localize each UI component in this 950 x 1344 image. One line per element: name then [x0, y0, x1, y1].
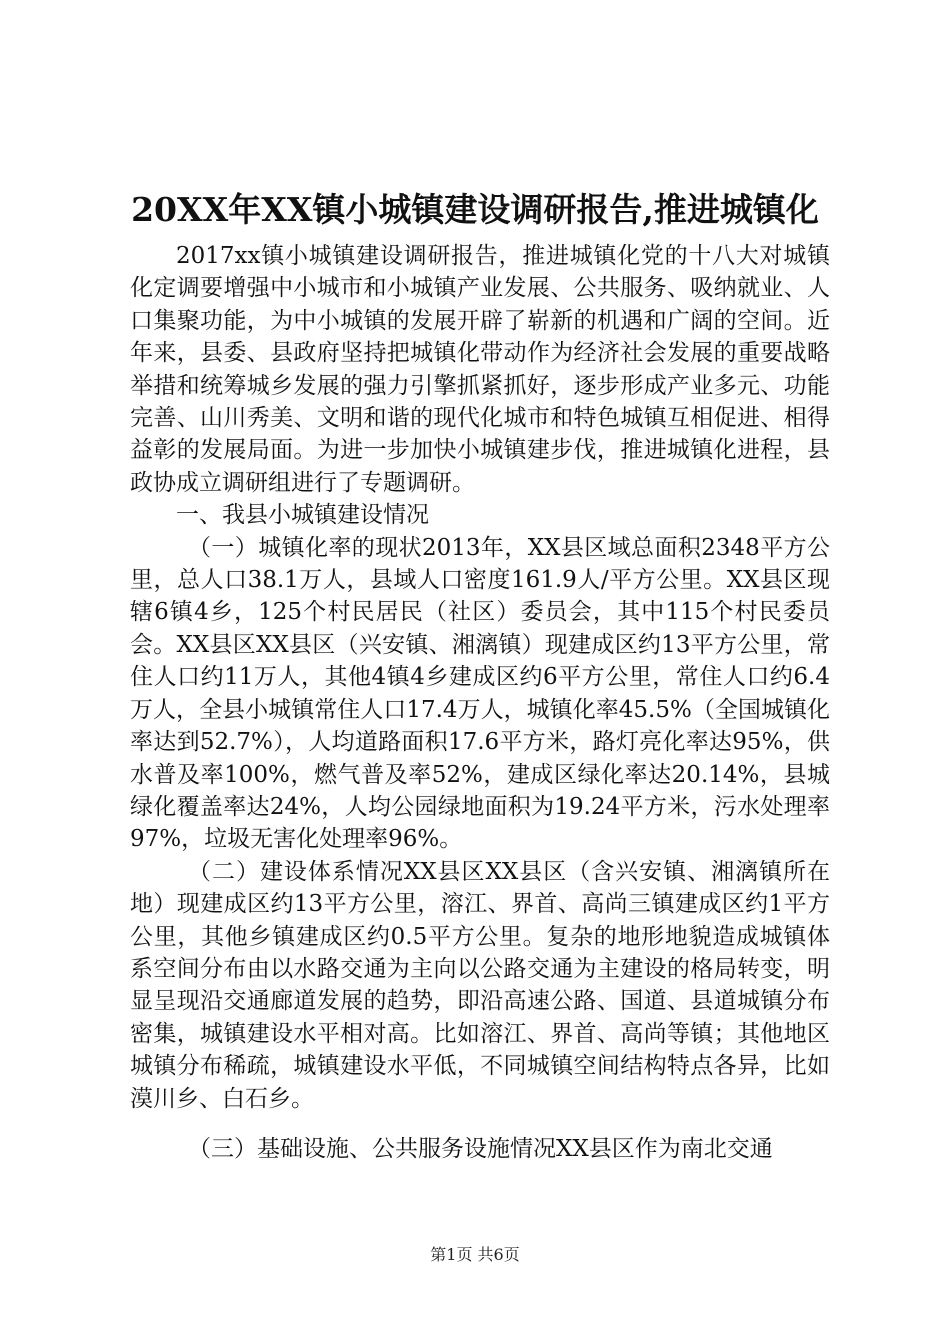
intro-paragraph: 2017xx镇小城镇建设调研报告，推进城镇化党的十八大对城镇化定调要增强中小城市和小城镇产业发展、公共服务、吸纳就业、人口集聚功能，为中小城镇的发展开辟了崭新的机遇和广阔的空间。近年来，县委、县政府坚持把城镇化带动作为经济社会发展的重要战略举措和统筹城乡发展的强力引擎抓紧抓好，逐步形成产业多元、功能完善、山川秀美、文明和谐的现代化城市和特色城镇互相促进、相得益彰的发展局面。为进一步加快小城镇建步伐，推进城镇化进程，县政协成立调研组进行了专题调研。: [130, 243, 830, 496]
section-heading-1: 一、我县小城镇建设情况: [176, 502, 429, 529]
subsection-3-paragraph: （三）基础设施、公共服务设施情况XX县区作为南北交通: [188, 1135, 773, 1162]
document-title: 20XX年XX镇小城镇建设调研报告,推进城镇化: [131, 190, 819, 229]
page-footer: 第1页 共6页: [430, 1245, 520, 1264]
document-body: [130, 240, 830, 1165]
subsection-1-paragraph: （一）城镇化率的现状2013年，XX县区域总面积2348平方公里，总人口38.1万人，县域人口密度161.9人/平方公里。XX县区现辖6镇4乡，125个村民居民（社区）委员会，其中115个村民委员会。XX县区XX县区（兴安镇、湘漓镇）现建成区约13平方公里，常住人口约11万人，其他4镇4乡建成区约6平方公里，常住人口约6.4万人，全县小城镇常住人口17.4万人，城镇化率45.5%（全国城镇化率达到52.7%），人均道路面积17.6平方米，路灯亮化率达95%，供水普及率100%，燃气普及率52%，建成区绿化率达20.14%，县城绿化覆盖率达24%，人均公园绿地面积为19.24平方米，污水处理率97%，垃圾无害化处理率96%。: [130, 534, 830, 853]
subsection-2-paragraph: （二）建设体系情况XX县区XX县区（含兴安镇、湘漓镇所在地）现建成区约13平方公里，溶江、界首、高尚三镇建成区约1平方公里，其他乡镇建成区约0.5平方公里。复杂的地形地貌造成城镇体系空间分布由以水路交通为主向以公路交通为主建设的格局转变，明显呈现沿交通廊道发展的趋势，即沿高速公路、国道、县道城镇分布密集，城镇建设水平相对高。比如溶江、界首、高尚等镇；其他地区城镇分布稀疏，城镇建设水平低，不同城镇空间结构特点各异，比如漠川乡、白石乡。: [130, 858, 830, 1112]
